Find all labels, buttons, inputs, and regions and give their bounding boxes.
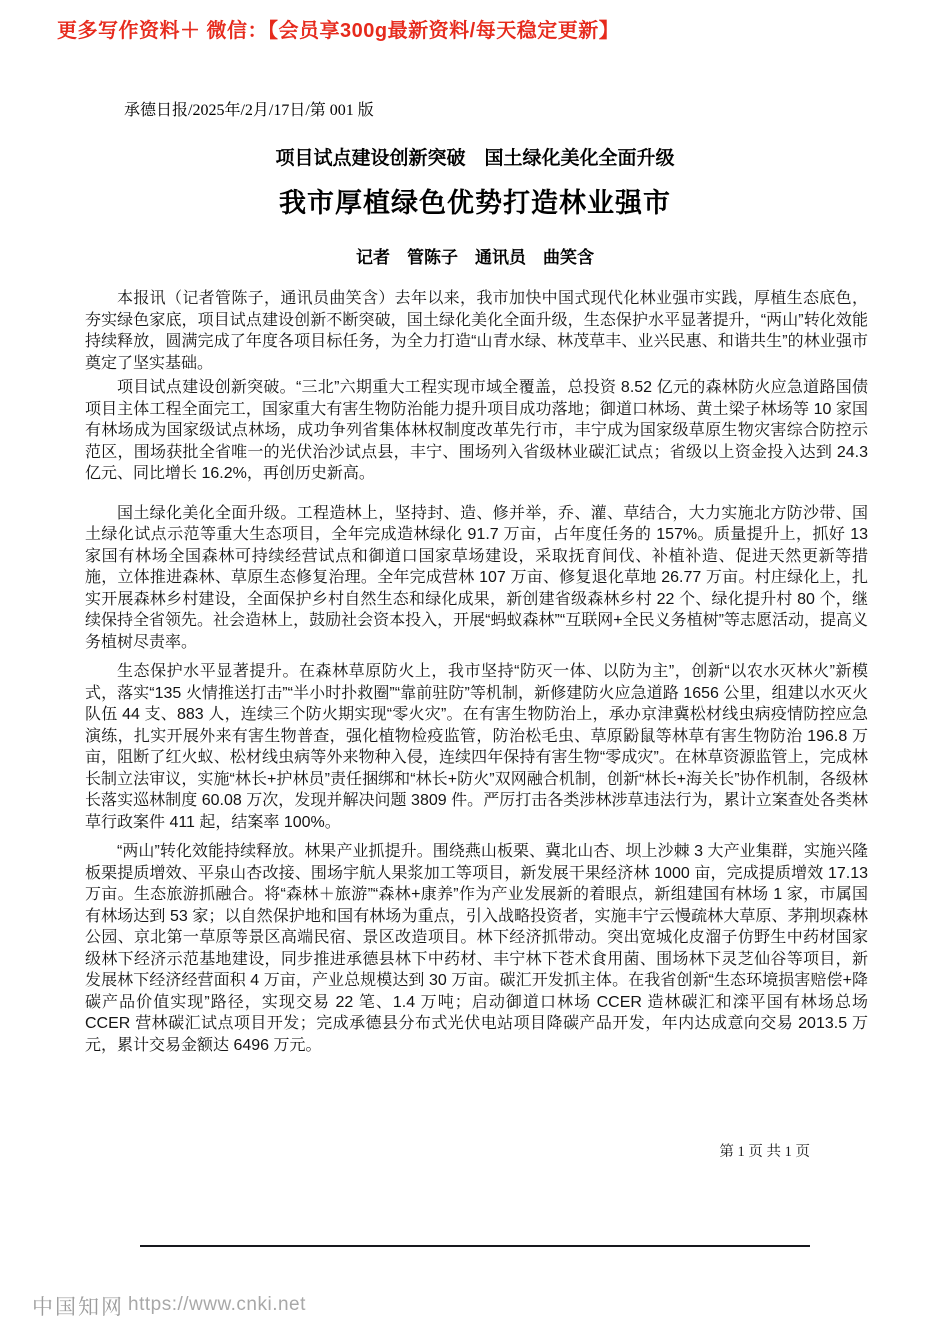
article-paragraph: 本报讯（记者管陈子，通讯员曲笑含）去年以来，我市加快中国式现代化林业强市实践，厚植生态底色，夯实绿色家底，项目试点建设创新不断突破，国土绿化美化全面升级，生态保护水平显著提升，“两山”转化效能持续释放，圆满完成了年度各项目标任务，为全力打造“山青水绿、林茂草丰、业兴民惠、和谐共生”的林业强市奠定了坚实基础。: [85, 290, 868, 372]
article-paragraph: 国土绿化美化全面升级。工程造林上，坚持封、造、修并举，乔、灌、草结合，大力实施北方防沙带、国土绿化试点示范等重大生态项目，全年完成造林绿化 91.7 万亩，占年度任务的 157%。质量提升上，抓好 13 家国有林场全国森林可持续经营试点和御道口国家草场建设，采取抚育间伐、补植补造、促进天然更新等措施，立体推进森林、草原生态修复治理。全年完成营林 107 万亩、修复退化草地 26.77 万亩。村庄绿化上，扎实开展森林乡村建设，全面保护乡村自然生态和绿化成果，新创建省级森林乡村 22 个、绿化提升村 80 个，继续保持全省领先。社会造林上，鼓励社会资本投入，开展“蚂蚁森林”“互联网+全民义务植树”等志愿活动，提高义务植树尽责率。: [85, 504, 868, 651]
newspaper-source-line: 承德日报/2025年/2月/17日/第 001 版: [124, 102, 374, 119]
cnki-url-link[interactable]: https://www.cnki.net: [128, 1294, 306, 1315]
footer-divider-line: [140, 1245, 810, 1247]
article-byline: 记者 管陈子 通讯员 曲笑含: [356, 248, 594, 267]
promo-banner-text: 更多写作资料＋ 微信：【会员享300g最新资料/每天稳定更新】: [57, 20, 620, 42]
cnki-brand-watermark: 中国知网: [32, 1296, 124, 1319]
article-title: 我市厚植绿色优势打造林业强市: [279, 188, 671, 218]
page-number-indicator: 第 1 页 共 1 页: [719, 1144, 810, 1160]
article-paragraph: “两山”转化效能持续释放。林果产业抓提升。围绕燕山板栗、冀北山杏、坝上沙棘 3 大产业集群，实施兴隆板栗提质增效、平泉山杏改接、围场宇航人果浆加工等项目，新发展干果经济林 1000 亩，完成提质增效 17.13 万亩。生态旅游抓融合。将“森林＋旅游”“森林+康养”作为产业发展新的着眼点，新组建国有林场 1 家，市属国有林场达到 53 家；以自然保护地和国有林场为重点，引入战略投资者，实施丰宁云慢疏林大草原、茅荆坝森林公园、京北第一草原等景区高端民宿、景区改造项目。林下经济抓带动。突出宽城化皮溜子仿野生中药材国家级林下经济示范基地建设，同步推进承德县林下中药材、丰宁林下苍术食用菌、围场林下灵芝仙谷等项目，新发展林下经济经营面积 4 万亩，产业总规模达到 30 万亩。碳汇开发抓主体。在我省创新“生态环境损害赔偿+降碳产品价值实现”路径，实现交易 22 笔、1.4 万吨；启动御道口林场 CCER 造林碳汇和滦平国有林场总场 CCER 营林碳汇试点项目开发；完成承德县分布式光伏电站项目降碳产品开发，年内达成意向交易 2013.5 万元，累计交易金额达 6496 万元。: [85, 843, 868, 1054]
article-subtitle: 项目试点建设创新突破 国土绿化美化全面升级: [275, 148, 675, 169]
article-paragraph: 项目试点建设创新突破。“三北”六期重大工程实现市域全覆盖，总投资 8.52 亿元的森林防火应急道路国债项目主体工程全面完工，国家重大有害生物防治能力提升项目成功落地；御道口林场、黄土梁子林场等 10 家国有林场成为国家级试点林场，成功争列省集体林权制度改革先行市，丰宁成为国家级草原生物灾害综合防控示范区，围场获批全省唯一的光伏治沙试点县，丰宁、围场列入省级林业碳汇试点；省级以上资金投入达到 24.3 亿元、同比增长 16.2%，再创历史新高。: [85, 379, 868, 482]
article-paragraph: 生态保护水平显著提升。在森林草原防火上，我市坚持“防灭一体、以防为主”，创新“以农水灭林火”新模式，落实“135 火情推送打击”“半小时扑救圈”“靠前驻防”等机制，新修建防火应急道路 1656 公里，组建以水灭火队伍 44 支、883 人，连续三个防火期实现“零火灾”。在有害生物防治上，承办京津冀松材线虫病疫情防控应急演练，扎实开展外来有害生物普查，强化植物检疫监管，防治松毛虫、草原鼢鼠等林草有害生物防治 196.8 万亩，阻断了红火蚁、松材线虫病等外来物种入侵，连续四年保持有害生物“零成灾”。在林草资源监管上，完成林长制立法审议，实施“林长+护林员”责任捆绑和“林长+防火”双网融合机制，创新“林长+海关长”协作机制，各级林长落实巡林制度 60.08 万次，发现并解决问题 3809 件。严厉打击各类涉林涉草违法行为，累计立案查处各类林草行政案件 411 起，结案率 100%。: [85, 663, 868, 831]
article-body: [85, 288, 868, 1056]
